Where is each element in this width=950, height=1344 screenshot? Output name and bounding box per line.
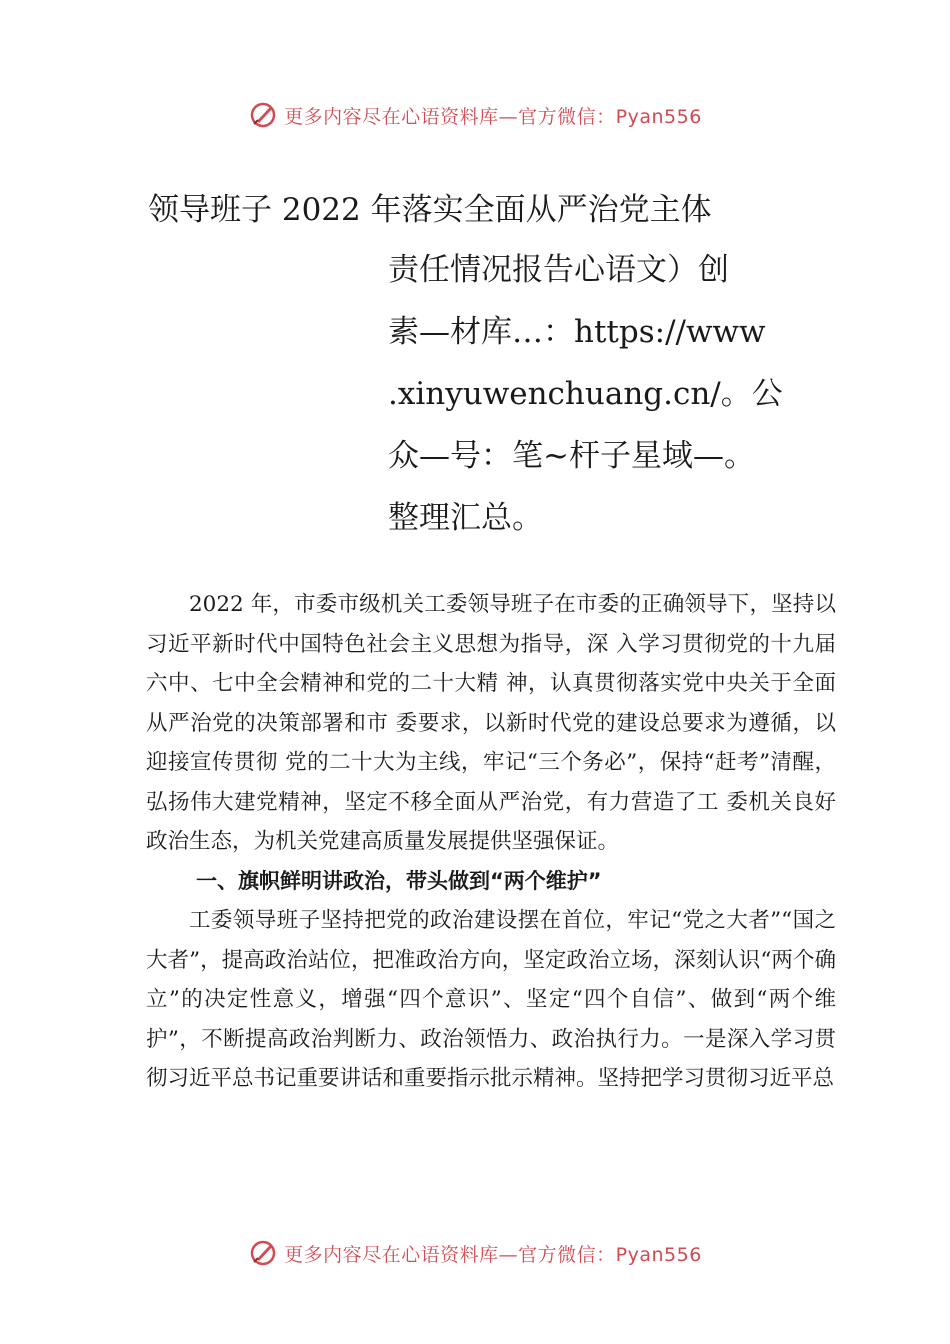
title-line-3: 素—材库…：https://www xyxy=(388,314,766,350)
footer-banner xyxy=(0,1233,950,1273)
title-line-6: 整理汇总。 xyxy=(388,500,543,536)
title-line-2: 责任情况报告心语文）创 xyxy=(388,252,729,288)
section-heading-1: 一、旗帜鲜明讲政治，带头做到“两个维护” xyxy=(196,868,602,893)
pen-logo-icon xyxy=(248,1238,278,1268)
title-line-1: 领导班子 2022 年落实全面从严治党主体 xyxy=(148,192,712,228)
banner-label: 更多内容尽在心语资料库—官方微信：Pyan556 xyxy=(284,1243,702,1266)
pen-logo-icon xyxy=(248,100,278,130)
wechat-id: Pyan556 xyxy=(615,1243,702,1266)
paragraph-section-1: 工委领导班子坚持把党的政治建设摆在首位，牢记“党之大者”“国之大者”，提高政治站位，把准政治方向，坚定政治立场，深刻认识“两个确立”的决定性意义，增强“四个意识”、坚定“四个自信”、做到“两个维护”，不断提高政治判断力、政治领悟力、政治执行力。一是深入学习贯彻习近平总书记重要讲话和重要指示批示精神。坚持把学习贯彻习近平总 xyxy=(146,908,836,1091)
wechat-id: Pyan556 xyxy=(615,105,702,128)
title-line-4: .xinyuwenchuang.cn/。公 xyxy=(388,376,783,412)
document-body xyxy=(146,585,836,1099)
header-banner xyxy=(0,95,950,135)
paragraph-intro: 2022 年，市委市级机关工委领导班子在市委的正确领导下，坚持以习近平新时代中国特色社会主义思想为指导，深 入学习贯彻党的十九届六中、七中全会精神和党的二十大精 神，认真贯彻落实党中央关于全面从严治党的决策部署和市 委要求，以新时代党的建设总要求为遵循，以迎接宣传贯彻 党的二十大为主线，牢记“三个务必”，保持“赶考”清醒， 弘扬伟大建党精神，坚定不移全面从严治党，有力营造了工 委机关良好政治生态，为机关党建高质量发展提供坚强保证。 xyxy=(146,592,836,854)
banner-label: 更多内容尽在心语资料库—官方微信：Pyan556 xyxy=(284,105,702,128)
title-line-5: 众—号：笔~杆子星域—。 xyxy=(388,438,755,474)
